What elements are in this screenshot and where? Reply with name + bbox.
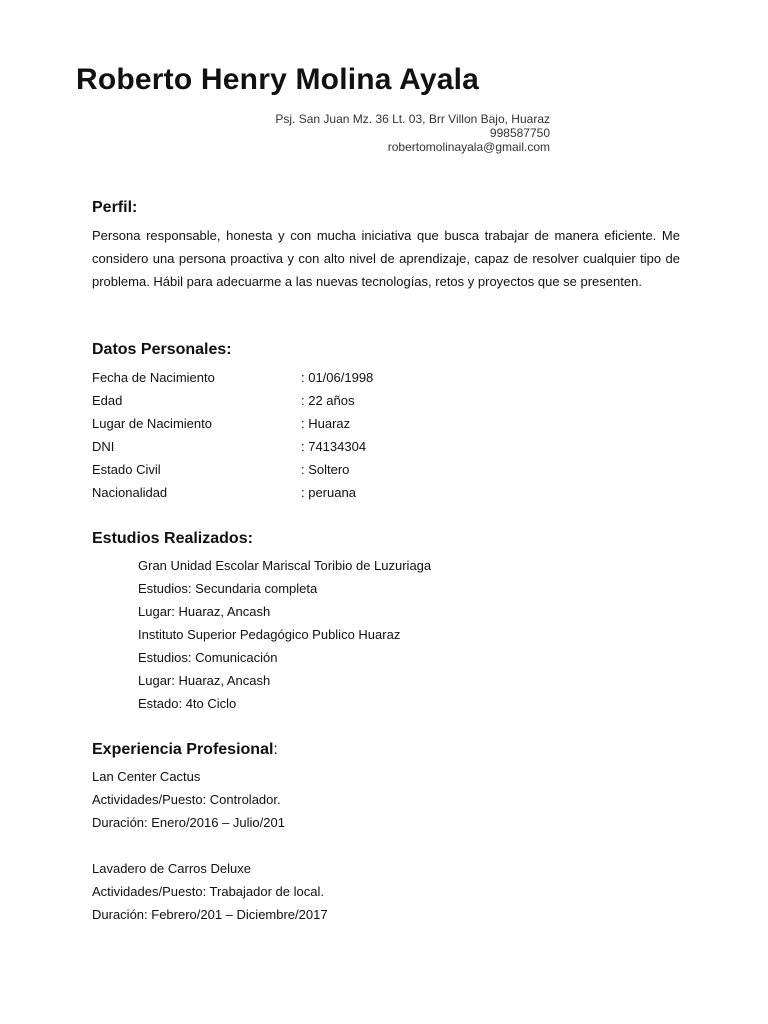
datos-row: [92, 366, 492, 389]
job-role: Actividades/Puesto: Trabajador de local.: [92, 884, 324, 899]
list-item: Lugar: Huaraz, Ancash: [138, 673, 271, 688]
datos-label: DNI: [92, 439, 115, 454]
datos-row: [92, 458, 492, 481]
datos-row: [92, 481, 492, 504]
experiencia-heading-text: Experiencia Profesional: [92, 741, 274, 758]
datos-value: : Huaraz: [301, 416, 351, 431]
perfil-paragraph: Persona responsable, honesta y con mucha iniciativa que busca trabajar de manera eficiente. Me considero una persona proactiva y con alto nivel de aprendizaje, capaz de resolver cualquier tipo de problema. Hábil para adecuarme a las nuevas tecnologías, retos y proyectos que se presenten.: [92, 228, 680, 289]
job-duration: Duración: Febrero/201 – Diciembre/2017: [92, 907, 328, 922]
datos-value: : peruana: [301, 485, 356, 500]
candidate-name: Roberto Henry Molina Ayala: [76, 63, 480, 96]
perfil-heading: Perfil:: [92, 199, 138, 216]
datos-personales-heading: Datos Personales:: [92, 341, 232, 358]
datos-label: Edad: [92, 393, 123, 408]
datos-row: [92, 412, 492, 435]
list-item: Estudios: Comunicación: [138, 650, 278, 665]
list-item: Gran Unidad Escolar Mariscal Toribio de Luzuriaga: [138, 558, 432, 573]
contact-block: [275, 112, 550, 154]
job-entry: [92, 857, 328, 926]
email-text: robertomolinayala@gmail.com: [387, 140, 550, 154]
datos-label: Estado Civil: [92, 462, 161, 477]
job-entry: [92, 765, 285, 834]
datos-row: [92, 389, 492, 412]
job-company: Lan Center Cactus: [92, 769, 201, 784]
list-item: Estudios: Secundaria completa: [138, 581, 318, 596]
datos-label: Nacionalidad: [92, 485, 168, 500]
list-item: Instituto Superior Pedagógico Publico Huaraz: [138, 627, 401, 642]
experiencia-heading: [92, 740, 278, 760]
datos-row: [92, 435, 492, 458]
datos-value: : 22 años: [301, 393, 355, 408]
datos-value: : 01/06/1998: [301, 370, 374, 385]
list-item: Estado: 4to Ciclo: [138, 696, 237, 711]
job-company: Lavadero de Carros Deluxe: [92, 861, 251, 876]
datos-personales-list: [92, 366, 492, 504]
datos-value: : Soltero: [301, 462, 350, 477]
estudios-heading: Estudios Realizados:: [92, 530, 253, 547]
job-duration: Duración: Enero/2016 – Julio/201: [92, 815, 285, 830]
list-item: Lugar: Huaraz, Ancash: [138, 604, 271, 619]
datos-value: : 74134304: [301, 439, 367, 454]
experiencia-heading-colon: :: [273, 741, 278, 758]
address-text: Psj. San Juan Mz. 36 Lt. 03, Brr Villon Bajo, Huaraz: [275, 112, 550, 126]
phone-text: 998587750: [489, 126, 550, 140]
job-role: Actividades/Puesto: Controlador.: [92, 792, 281, 807]
datos-label: Lugar de Nacimiento: [92, 416, 212, 431]
datos-label: Fecha de Nacimiento: [92, 370, 215, 385]
estudios-list: [138, 554, 431, 715]
